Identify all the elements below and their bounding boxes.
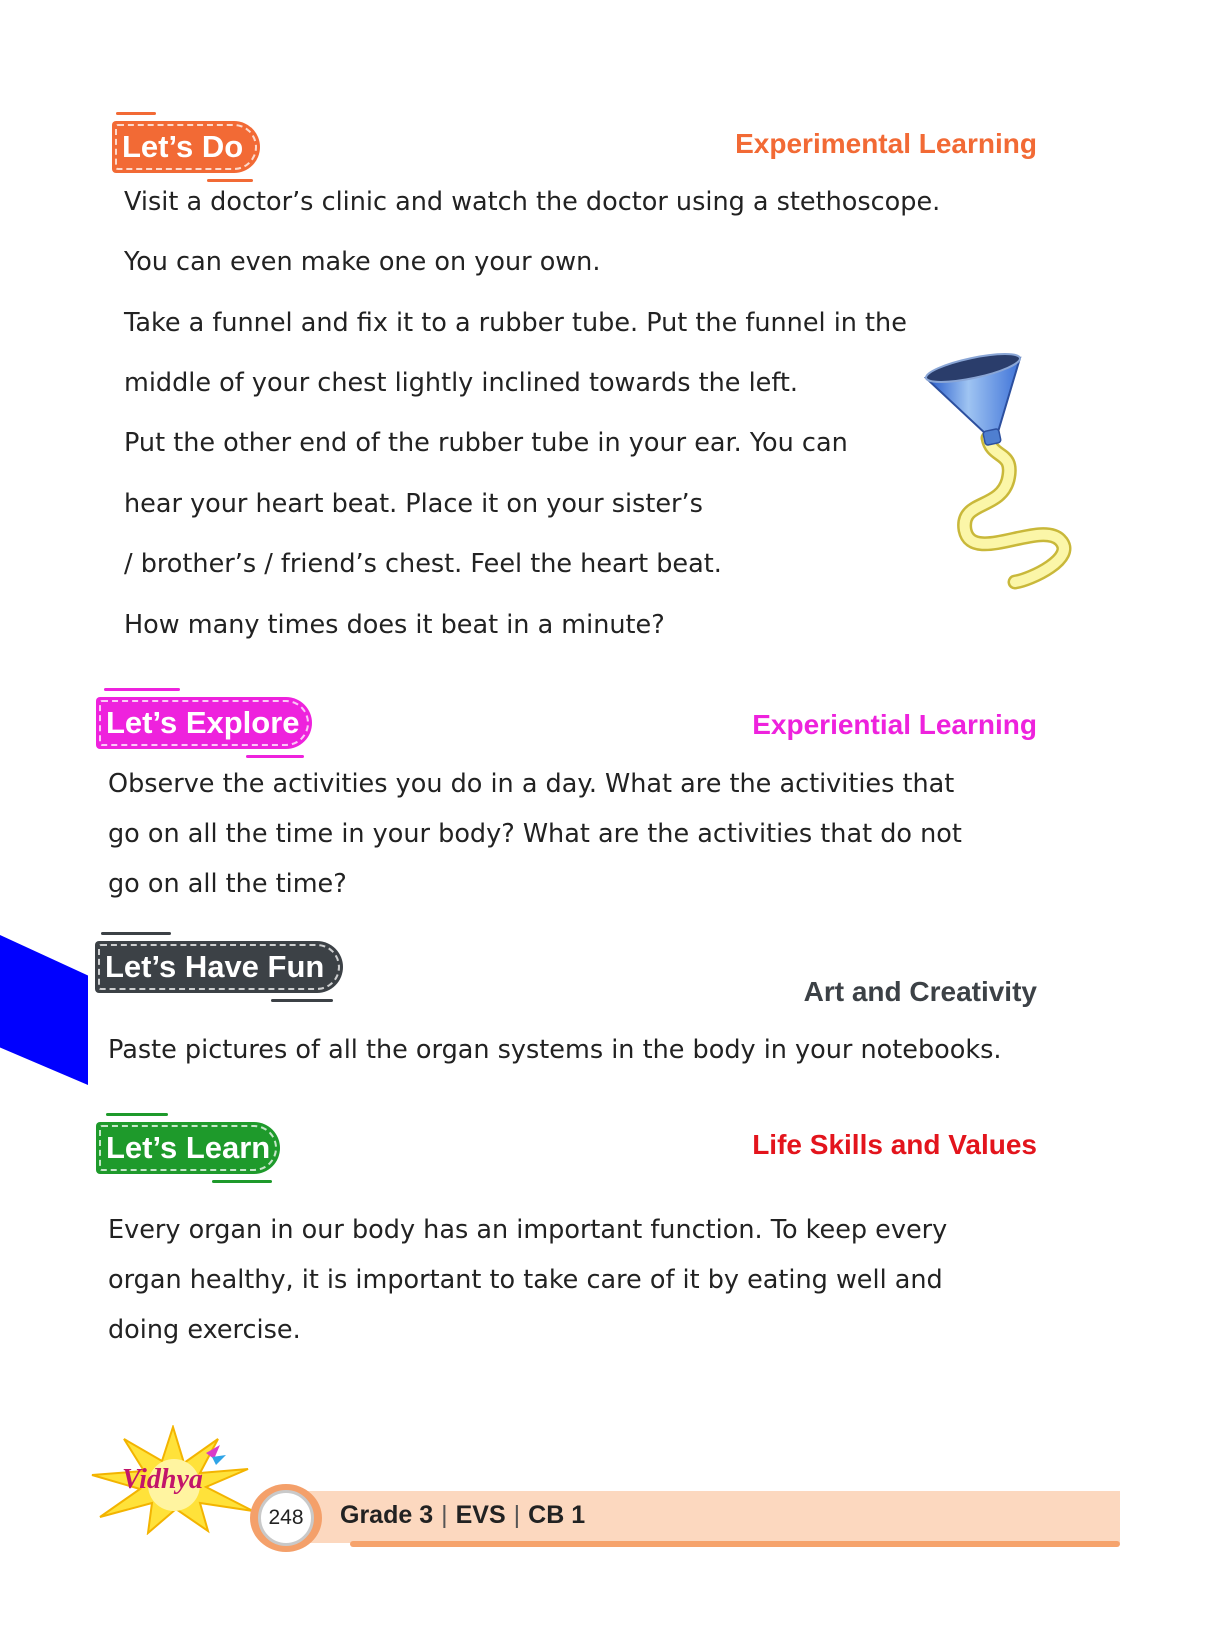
lets-do-line-7: / brother’s / friend’s chest. Feel the heart beat. — [124, 549, 722, 579]
footer-separator-2: | — [513, 1501, 521, 1529]
footer-text — [340, 1501, 585, 1530]
footer-book: CB 1 — [528, 1501, 586, 1529]
lets-do-line-2: You can even make one on your own. — [124, 247, 601, 277]
lets-do-line-5: Put the other end of the rubber tube in your ear. You can — [124, 428, 848, 458]
lets-learn-line-1: Every organ in our body has an important function. To keep every — [108, 1215, 948, 1245]
logo-text: Vidhya — [122, 1464, 203, 1495]
footer-separator-1: | — [441, 1501, 448, 1529]
lets-do-line-8: How many times does it beat in a minute? — [124, 610, 665, 640]
side-tab — [0, 935, 88, 1085]
lets-do-line-6: hear your heart beat. Place it on your sister’s — [124, 489, 703, 519]
lets-explore-tag-label: Let’s Explore — [106, 705, 300, 740]
lets-have-fun-category: Art and Creativity — [803, 976, 1037, 1007]
lets-do-line-1: Visit a doctor’s clinic and watch the doctor using a stethoscope. — [124, 187, 941, 217]
lets-explore-tag — [96, 697, 312, 749]
lets-have-fun-line-1: Paste pictures of all the organ systems in the body in your notebooks. — [108, 1035, 1002, 1065]
lets-have-fun-tag-label: Let’s Have Fun — [105, 949, 325, 984]
footer-subject: EVS — [455, 1501, 506, 1529]
lets-learn-tag — [96, 1122, 280, 1174]
footer-grade: Grade 3 — [340, 1501, 434, 1529]
lets-learn-line-2: organ healthy, it is important to take care of it by eating well and — [108, 1265, 943, 1295]
lets-do-line-4: middle of your chest lightly inclined towards the left. — [124, 368, 798, 398]
lets-learn-tag-label: Let’s Learn — [106, 1130, 271, 1165]
lets-explore-line-2: go on all the time in your body? What are the activities that do not — [108, 819, 962, 849]
lets-have-fun-tag — [95, 941, 343, 993]
lets-do-tag-label: Let’s Do — [122, 129, 244, 164]
funnel-with-tube-icon — [920, 350, 1090, 595]
lets-do-tag — [112, 121, 260, 173]
lets-explore-line-1: Observe the activities you do in a day. What are the activities that — [108, 769, 955, 799]
lets-do-category: Experimental Learning — [735, 128, 1037, 159]
page-number: 248 — [258, 1490, 314, 1546]
lets-learn-line-3: doing exercise. — [108, 1315, 301, 1345]
lets-learn-category: Life Skills and Values — [752, 1129, 1037, 1160]
lets-explore-line-3: go on all the time? — [108, 869, 347, 899]
lets-do-line-3: Take a funnel and fix it to a rubber tube. Put the funnel in the — [124, 308, 907, 338]
lets-explore-category: Experiential Learning — [752, 709, 1037, 740]
